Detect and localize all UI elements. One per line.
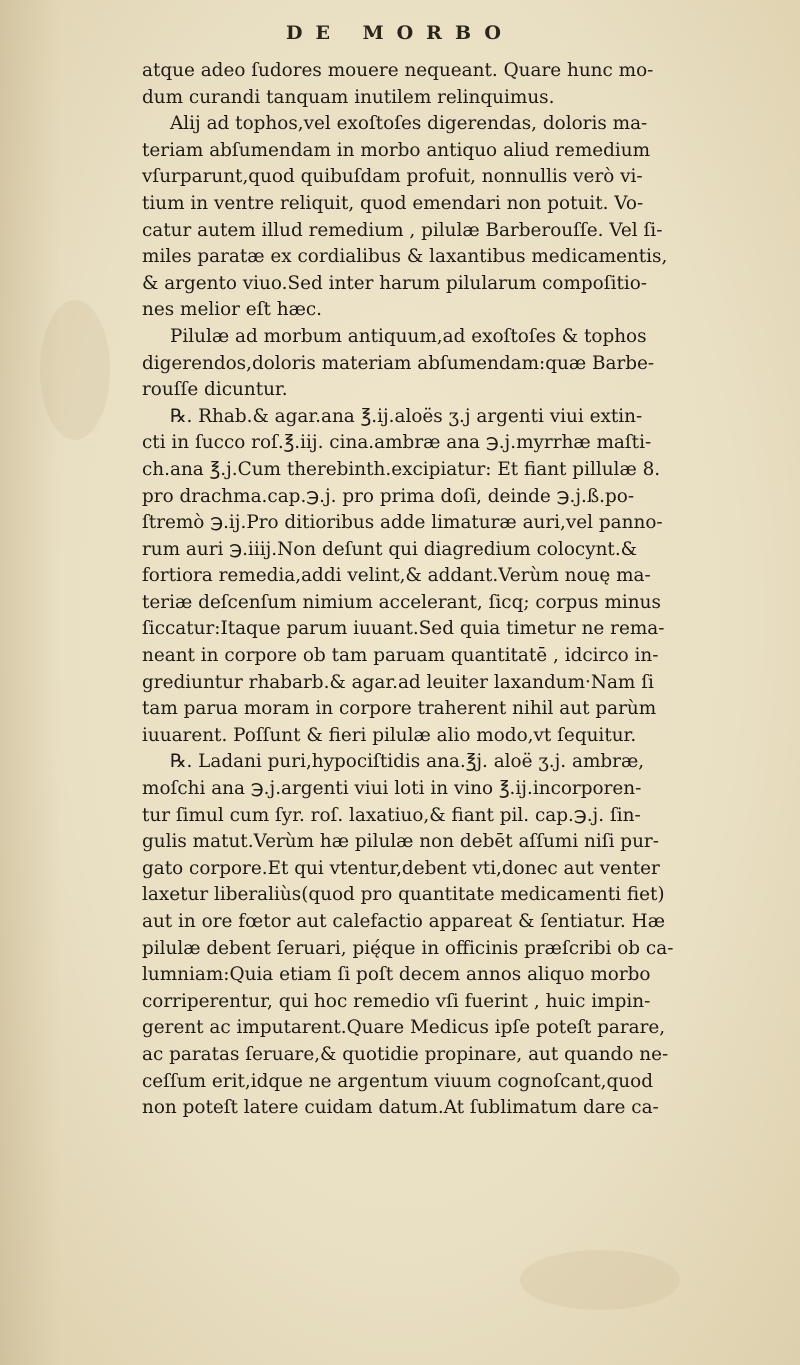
text-line: ſtremò ℈.ij.Pro ditioribus adde limaturæ auri,vel panno- <box>142 512 663 534</box>
text-line: Alij ad tophos,vel exoſtoſes digerendas, doloris ma- <box>170 113 648 135</box>
text-line: gulis matut.Verùm hæ pilulæ non debēt aſſumi niſi pur- <box>142 831 659 853</box>
text-line: tium in ventre reliquit, quod emendari non potuit. Vo- <box>142 192 644 214</box>
text-line: ch.ana ℥.j.Cum therebinth.excipiatur: Et fiant pillulæ 8. <box>142 458 661 480</box>
text-line: pro drachma.cap.℈.j. pro prima doſi, deinde ℈.j.ß.po- <box>142 485 635 507</box>
text-line: lumniam:Quia etiam ſi poſt decem annos aliquo morbo <box>142 964 651 986</box>
running-head: DE MORBO <box>286 22 514 44</box>
text-line: Pilulæ ad morbum antiquum,ad exoſtoſes & tophos <box>170 325 647 347</box>
text-line: grediuntur rhabarb.& agar.ad leuiter laxandum·Nam ſi <box>142 671 654 693</box>
text-line: laxetur liberaliùs(quod pro quantitate medicamenti fiet) <box>142 884 665 906</box>
text-line: pilulæ debent ſeruari, pię́que in officinis præſcribi ob ca- <box>142 937 674 959</box>
text-line: moſchi ana ℈.j.argenti viui loti in vino ℥.ij.incorporen- <box>142 778 642 800</box>
text-line: dum curandi tanquam inutilem relinquimus. <box>142 86 555 108</box>
text-line: ac paratas ſeruare,& quotidie propinare, aut quando ne- <box>142 1043 669 1065</box>
text-line: cti in ſucco roſ.℥.iij. cina.ambræ ana ℈.j.myrrhæ maſti- <box>142 432 652 454</box>
text-line: vſurparunt,quod quibuſdam profuit, nonnullis verò vi- <box>142 166 643 188</box>
text-line: miles paratæ ex cordialibus & laxantibus medicamentis, <box>142 246 668 268</box>
text-line: teriam abſumendam in morbo antiquo aliud remedium <box>142 139 651 161</box>
text-line: neant in corpore ob tam paruam quantitatē , idcirco in- <box>142 645 659 667</box>
text-line: rum auri ℈.iiij.Non deſunt qui diagredium colocynt.& <box>142 538 638 560</box>
text-line: ℞. Ladani puri,hypociſtidis ana.℥j. aloë ʒ.j. ambræ, <box>170 751 645 773</box>
body-text <box>142 58 786 1122</box>
text-line: fortiora remedia,addi velint,& addant.Verùm nouę ma- <box>142 565 651 587</box>
text-line: tam parua moram in corpore traherent nihil aut parùm <box>142 698 657 720</box>
text-line: & argento viuo.Sed inter harum pilularum compoſitio- <box>142 272 648 294</box>
page-gutter-shadow <box>0 0 60 1365</box>
text-line: iuuarent. Poſſunt & fieri pilulæ alio modo,vt ſequitur. <box>142 724 637 746</box>
text-line: ceſſum erit,idque ne argentum viuum cognoſcant,quod <box>142 1070 653 1092</box>
text-line: ℞. Rhab.& agar.ana ℥.ij.aloës ʒ.j argenti viui extin- <box>170 405 643 427</box>
paper-stain <box>40 300 110 440</box>
text-line: tur ſimul cum ſyr. roſ. laxatiuo,& fiant pil. cap.℈.j. ſin- <box>142 804 641 826</box>
text-line: ſiccatur:Itaque parum iuuant.Sed quia timetur ne rema- <box>142 618 665 640</box>
text-line: teriæ deſcenſum nimium accelerant, ſicq; corpus minus <box>142 591 661 613</box>
text-line: gerent ac imputarent.Quare Medicus ipſe poteſt parare, <box>142 1017 666 1039</box>
paper-stain <box>520 1250 680 1310</box>
text-line: corriperentur, qui hoc remedio vſi fuerint , huic impin- <box>142 990 651 1012</box>
text-line: rouſſe dicuntur. <box>142 379 288 401</box>
text-line: aut in ore fœtor aut calefactio appareat & ſentiatur. Hæ <box>142 911 665 932</box>
text-line: catur autem illud remedium , pilulæ Barberouſſe. Vel ſi- <box>142 219 663 241</box>
text-line: digerendos,doloris materiam abſumendam:quæ Barbe- <box>142 352 655 374</box>
text-line: gato corpore.Et qui vtentur,debent vti,donec aut venter <box>142 857 660 879</box>
text-line: atque adeo ſudores mouere nequeant. Quare hunc mo- <box>142 60 654 81</box>
text-line: non poteſt latere cuidam datum.At ſublimatum dare ca- <box>142 1097 659 1119</box>
text-line: nes melior eſt hæc. <box>142 299 323 321</box>
